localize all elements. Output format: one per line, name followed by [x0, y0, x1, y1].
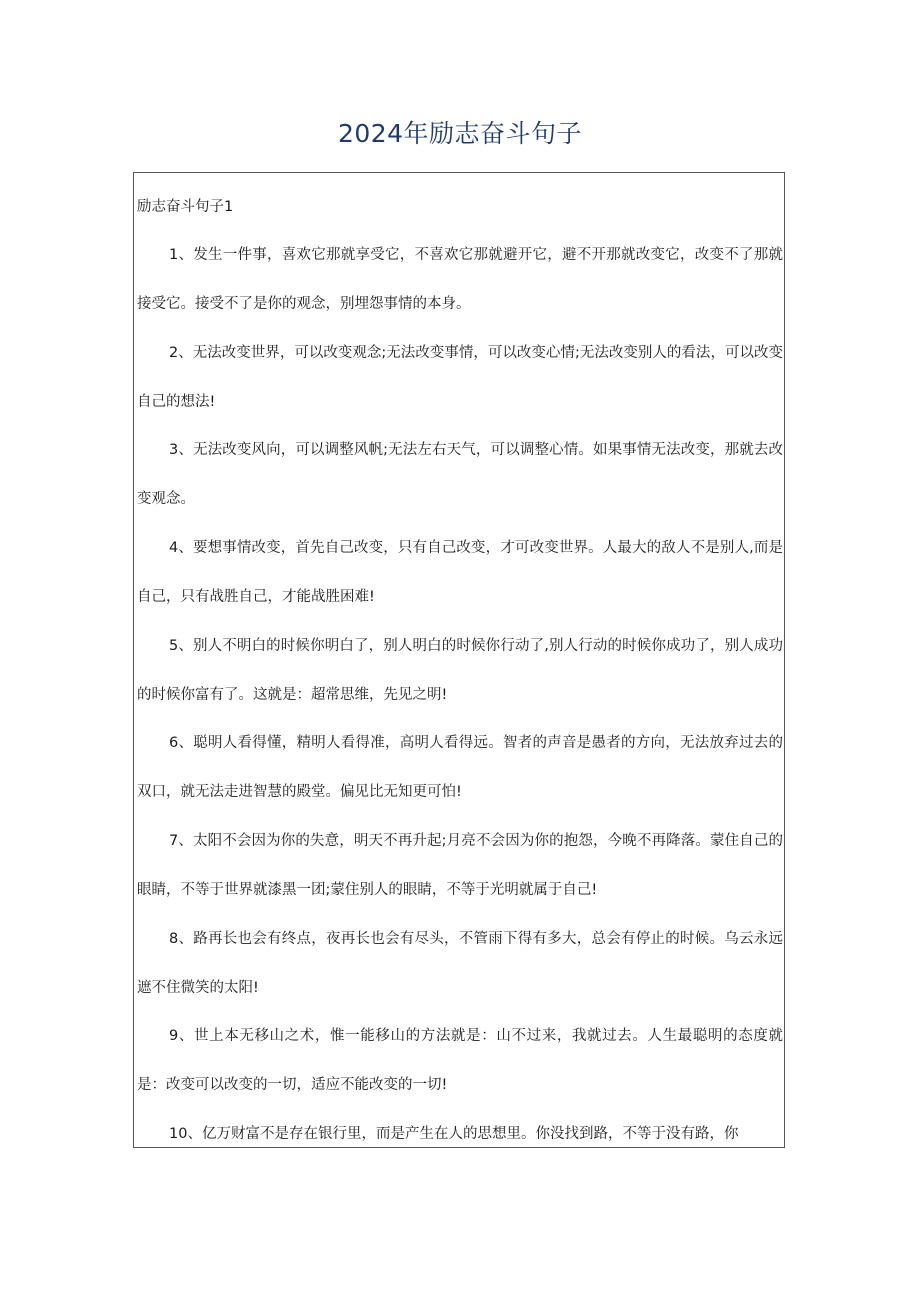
- paragraph-1: 1、发生一件事，喜欢它那就享受它，不喜欢它那就避开它，避不开那就改变它，改变不了那就接受它。接受不了是你的观念，别埋怨事情的本身。: [137, 247, 783, 312]
- section-heading: 励志奋斗句子1: [137, 199, 234, 215]
- content-box: [133, 172, 785, 1148]
- paragraph-2: 2、无法改变世界，可以改变观念;无法改变事情，可以改变心情;无法改变别人的看法，可以改变自己的想法!: [137, 345, 783, 410]
- paragraph-4: 4、要想事情改变，首先自己改变，只有自己改变，才可改变世界。人最大的敌人不是别人,而是自己，只有战胜自己，才能战胜困难!: [137, 540, 783, 605]
- paragraph-3: 3、无法改变风向，可以调整风帆;无法左右天气，可以调整心情。如果事情无法改变，那就去改变观念。: [137, 442, 783, 507]
- paragraph-5: 5、别人不明白的时候你明白了，别人明白的时候你行动了,别人行动的时候你成功了，别人成功的时候你富有了。这就是：超常思维，先见之明!: [137, 638, 783, 703]
- paragraph-7: 7、太阳不会因为你的失意，明天不再升起;月亮不会因为你的抱怨，今晚不再降落。蒙住自己的眼睛，不等于世界就漆黑一团;蒙住别人的眼睛，不等于光明就属于自己!: [137, 833, 783, 898]
- paragraph-10: 10、亿万财富不是存在银行里，而是产生在人的思想里。你没找到路，不等于没有路，你: [169, 1126, 739, 1142]
- document-title: 2024年励志奋斗句子: [337, 119, 583, 148]
- paragraph-6: 6、聪明人看得懂，精明人看得准，高明人看得远。智者的声音是愚者的方向，无法放弃过去的双口，就无法走进智慧的殿堂。偏见比无知更可怕!: [137, 735, 783, 800]
- paragraph-9: 9、世上本无移山之术，惟一能移山的方法就是：山不过来，我就过去。人生最聪明的态度就是：改变可以改变的一切，适应不能改变的一切!: [137, 1028, 783, 1093]
- paragraph-8: 8、路再长也会有终点，夜再长也会有尽头，不管雨下得有多大，总会有停止的时候。乌云永远遮不住微笑的太阳!: [137, 931, 783, 996]
